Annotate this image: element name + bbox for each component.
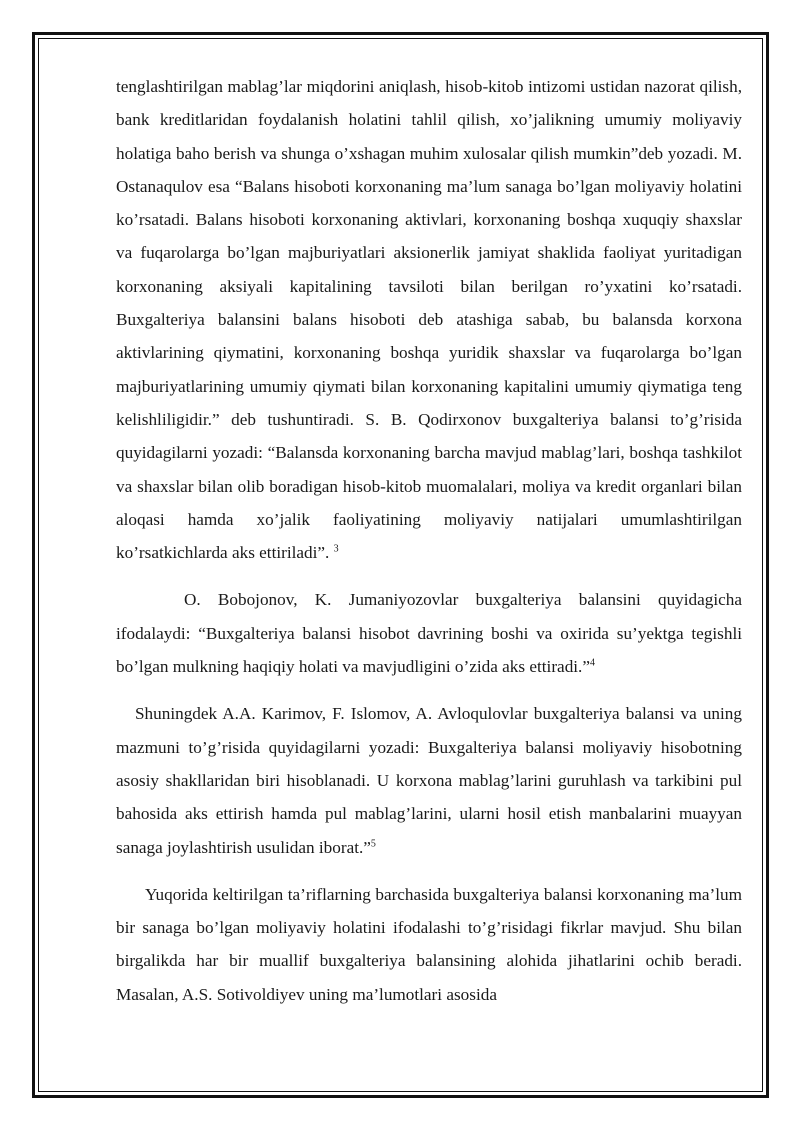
paragraph-3-text: Shuningdek A.A. Karimov, F. Islomov, A. Avloqulovlar buxgalteriya balansi va uning mazmuni to’g’risida quyidagilarni yozadi: Buxgalteriya balansi moliyaviy hisobotning asosiy shakllaridan biri hisoblanadi. U korxona mablag’larini guruhlash va tarkibini pul bahosida aks ettirish hamda pul mablag’larini, ularni hosil etish manbalarini muayyan sanaga joylashtirish usulidan iborat.” bbox=[116, 704, 742, 857]
paragraph-1 bbox=[116, 70, 742, 569]
paragraph-1-text: tenglashtirilgan mablag’lar miqdorini aniqlash, hisob-kitob intizomi ustidan nazorat qilish, bank kreditlaridan foydalanish holatini tahlil qilish, xo’jalikning umumiy moliyaviy holatiga baho berish va shunga o’xshagan muhim xulosalar qilish mumkin”deb yozadi. M. Ostanaqulov esa “Balans hisoboti korxonaning ma’lum sanaga bo’lgan moliyaviy holatini ko’rsatadi. Balans hisoboti korxonaning aktivlari, korxonaning boshqa xuquqiy shaxslar va fuqarolarga bo’lgan majburiyatlari aksionerlik jamiyat shaklida faoliyat yuritadigan korxonaning aksiyali kapitalining tavsiloti bilan berilgan ro’yxatini ko’rsatadi. Buxgalteriya balansini balans hisoboti deb atashiga sabab, bu balansda korxona aktivlarining qiymatini, korxonaning boshqa yuridik shaxslar va fuqarolarga bo’lgan majburiyatlarining umumiy qiymati bilan korxonaning kapitalini umumiy qiymatiga teng kelishliligidir.” deb tushuntiradi. S. B. Qodirxonov buxgalteriya balansi to’g’risida quyidagilarni yozadi: “Balansda korxonaning barcha mavjud mablag’lari, boshqa tashkilot va shaxslar bilan olib boradigan hisob-kitob muomalalari, moliya va kredit organlari bilan aloqasi hamda xo’jalik faoliyatining moliyaviy natijalari umumlashtirilgan ko’rsatkichlarda aks ettiriladi”. bbox=[116, 77, 742, 563]
paragraph-3 bbox=[116, 697, 742, 863]
footnote-ref-4[interactable]: 4 bbox=[589, 657, 595, 669]
paragraph-4-text: Yuqorida keltirilgan ta’riflarning barchasida buxgalteriya balansi korxonaning ma’lum bir sanaga bo’lgan moliyaviy holatini ifodalashi to’g’risidagi fikrlar mavjud. Shu bilan birgalikda har bir muallif buxgalteriya balansining alohida jihatlarini ochib beradi. Masalan, A.S. Sotivoldiyev uning ma’lumotlari asosida bbox=[116, 884, 742, 1004]
paragraph-2 bbox=[116, 583, 742, 683]
footnote-ref-3[interactable]: 3 bbox=[333, 543, 339, 555]
paragraph-2-text: O. Bobojonov, K. Jumaniyozovlar buxgalteriya balansini quyidagicha ifodalaydi: “Buxgalteriya balansi hisobot davrining boshi va oxirida su’yektga tegishli bo’lgan mulkning haqiqiy holati va mavjudligini o’zida aks ettiradi.” bbox=[116, 590, 742, 677]
footnote-ref-5[interactable]: 5 bbox=[370, 837, 376, 849]
paragraph-4 bbox=[116, 878, 742, 1011]
document-body bbox=[116, 70, 742, 1011]
